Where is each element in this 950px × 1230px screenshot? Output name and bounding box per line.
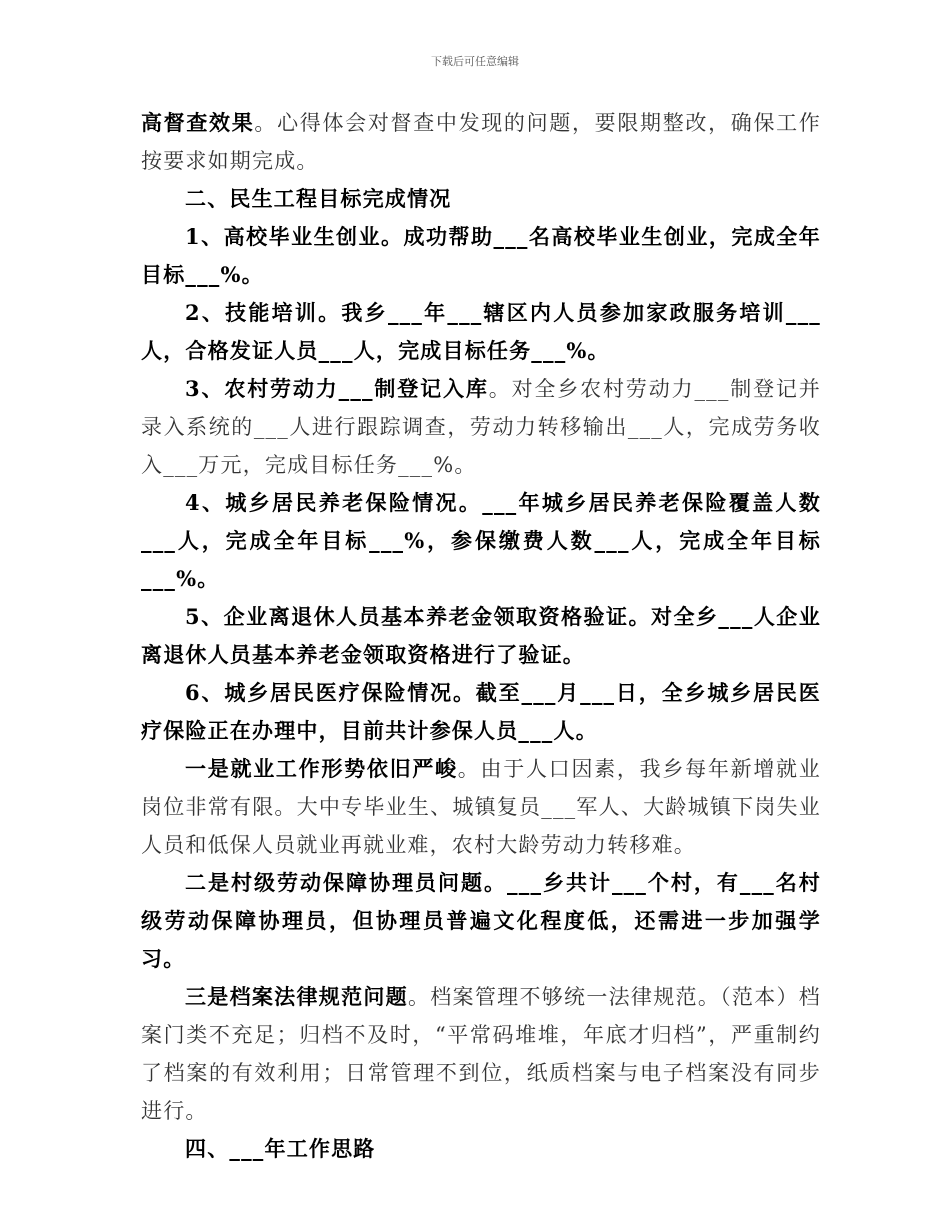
paragraph-7-bold: 5、企业离退休人员基本养老金领取资格验证。对全乡___人企业离退休人员基本养老金领取资格进行了验证。 [141, 604, 821, 667]
item-skills-training [141, 294, 821, 370]
paragraph-1-text: 。心得体会对督查中发现的问题，要限期整改，确保工作按要求如期完成。 [141, 111, 822, 173]
paragraph-9-bold: 一是就业工作形势依旧严峻 [185, 756, 458, 781]
item-rural-labor [141, 370, 821, 484]
paragraph-5-text: 。对全乡农村劳动力___制登记并录入系统的___人进行跟踪调查，劳动力转移输出___人，完成劳务收入___万元，完成目标任务___%。 [141, 377, 821, 477]
paragraph-8-bold: 6、城乡居民医疗保险情况。截至___月___日，全乡城乡居民医疗保险正在办理中，目前共计参保人员___人。 [141, 680, 821, 743]
paragraph-10-bold: 二是村级劳动保障协理员问题。___乡共计___个村，有___名村级劳动保障协理员，但协理员普遍文化程度低，还需进一步加强学习。 [141, 870, 821, 971]
paragraph-4-bold: 2、技能培训。我乡___年___辖区内人员参加家政服务培训___人，合格发证人员___人，完成目标任务___%。 [141, 300, 821, 363]
paragraph-3-bold: 1、高校毕业生创业。成功帮助___名高校毕业生创业，完成全年目标___%。 [141, 224, 821, 287]
problem-employment [141, 750, 821, 864]
section-heading-2 [141, 180, 821, 218]
problem-archives [141, 978, 821, 1130]
paragraph-1-bold: 高督查效果 [141, 110, 255, 135]
paragraph-9-text: 。由于人口因素，我乡每年新增就业岗位非常有限。大中专毕业生、城镇复员___军人、大龄城镇下岗失业人员和低保人员就业再就业难，农村大龄劳动力转移难。 [141, 757, 821, 857]
paragraph-6-bold: 4、城乡居民养老保险情况。___年城乡居民养老保险覆盖人数___人，完成全年目标___%，参保缴费人数___人，完成全年目标___%。 [141, 490, 821, 591]
item-retiree-verification [141, 598, 821, 674]
item-graduate-startup [141, 218, 821, 294]
item-medical-insurance [141, 674, 821, 750]
paragraph-11-text: 。档案管理不够统一法律规范。（范本）档案门类不充足；归档不及时，“平常码堆堆，年底才归档”，严重制约了档案的有效利用；日常管理不到位，纸质档案与电子档案没有同步进行。 [141, 985, 821, 1123]
paragraph-11-bold: 三是档案法律规范问题 [185, 984, 408, 1009]
paragraph-12-bold: 四、___年工作思路 [185, 1136, 376, 1161]
section-heading-4 [141, 1130, 821, 1168]
paragraph-5-bold: 3、农村劳动力___制登记入库 [185, 376, 489, 401]
problem-village-coordinators [141, 864, 821, 978]
document-body [141, 104, 821, 1168]
paragraph-2-bold: 二、民生工程目标完成情况 [185, 186, 452, 211]
item-pension-insurance [141, 484, 821, 598]
page-header-note: 下载后可任意编辑 [431, 55, 519, 68]
paragraph-1 [141, 104, 821, 180]
